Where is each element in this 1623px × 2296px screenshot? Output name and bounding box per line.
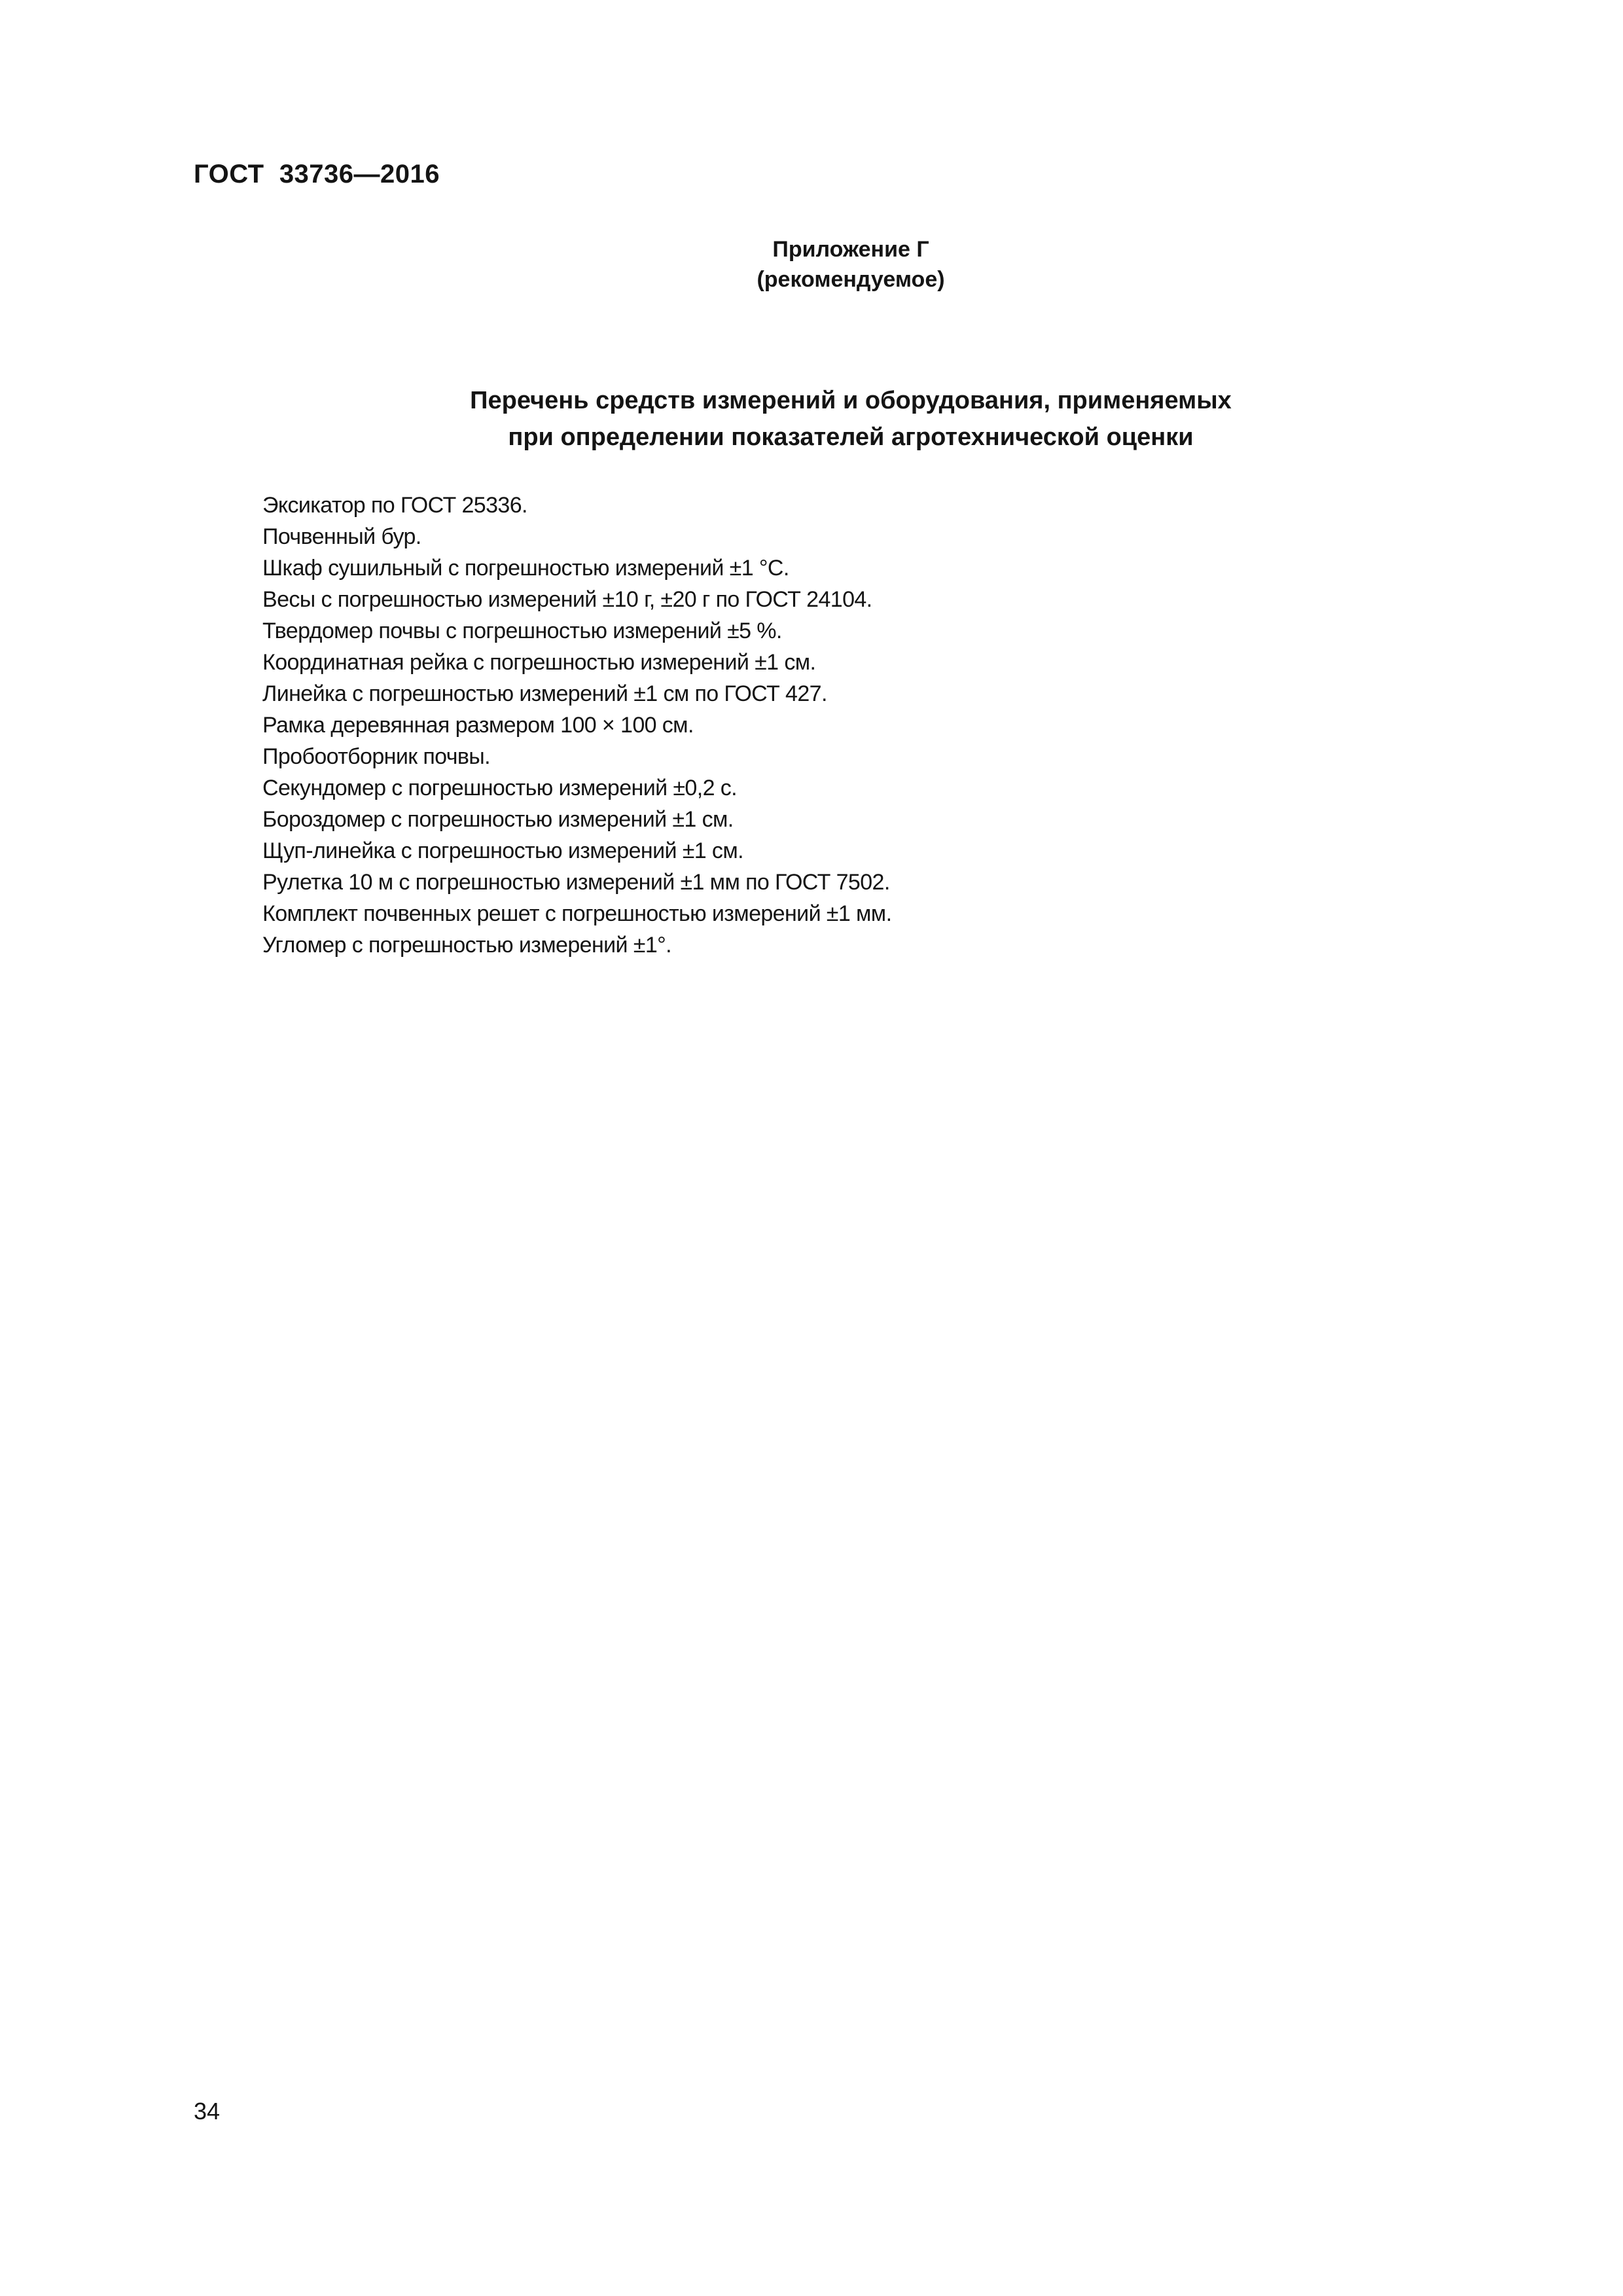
page-number: 34 bbox=[194, 2098, 221, 2125]
list-item: Эксикатор по ГОСТ 25336. bbox=[262, 493, 527, 518]
section-title-line-1: Перечень средств измерений и оборудования, применяемых bbox=[470, 387, 1232, 414]
list-item: Почвенный бур. bbox=[262, 524, 421, 549]
section-title-line-2: при определении показателей агротехнической оценки bbox=[508, 423, 1194, 451]
list-item: Твердомер почвы с погрешностью измерений ±5 %. bbox=[262, 619, 782, 643]
list-item: Линейка с погрешностью измерений ±1 см по ГОСТ 427. bbox=[262, 681, 827, 706]
list-item: Пробоотборник почвы. bbox=[262, 744, 490, 769]
list-item: Шкаф сушильный с погрешностью измерений ±1 °С. bbox=[262, 556, 789, 581]
equipment-list bbox=[262, 490, 891, 961]
list-item: Координатная рейка с погрешностью измерений ±1 см. bbox=[262, 650, 816, 675]
list-item: Комплект почвенных решет с погрешностью измерений ±1 мм. bbox=[262, 901, 892, 926]
list-item: Секундомер с погрешностью измерений ±0,2 с. bbox=[262, 776, 737, 800]
list-item: Угломер с погрешностью измерений ±1°. bbox=[262, 933, 671, 958]
annex-title: Приложение Г bbox=[772, 237, 929, 262]
list-item: Бороздомер с погрешностью измерений ±1 см. bbox=[262, 807, 734, 832]
list-item: Рамка деревянная размером 100 × 100 см. bbox=[262, 713, 694, 738]
list-item: Рулетка 10 м с погрешностью измерений ±1 мм по ГОСТ 7502. bbox=[262, 870, 890, 895]
section-title bbox=[314, 382, 1387, 456]
list-item: Весы с погрешностью измерений ±10 г, ±20 г по ГОСТ 24104. bbox=[262, 587, 872, 612]
standard-header: ГОСТ 33736—2016 bbox=[194, 160, 440, 188]
annex-status: (рекомендуемое) bbox=[757, 267, 945, 292]
annex-heading bbox=[589, 234, 1113, 295]
list-item: Щуп-линейка с погрешностью измерений ±1 см. bbox=[262, 838, 743, 863]
